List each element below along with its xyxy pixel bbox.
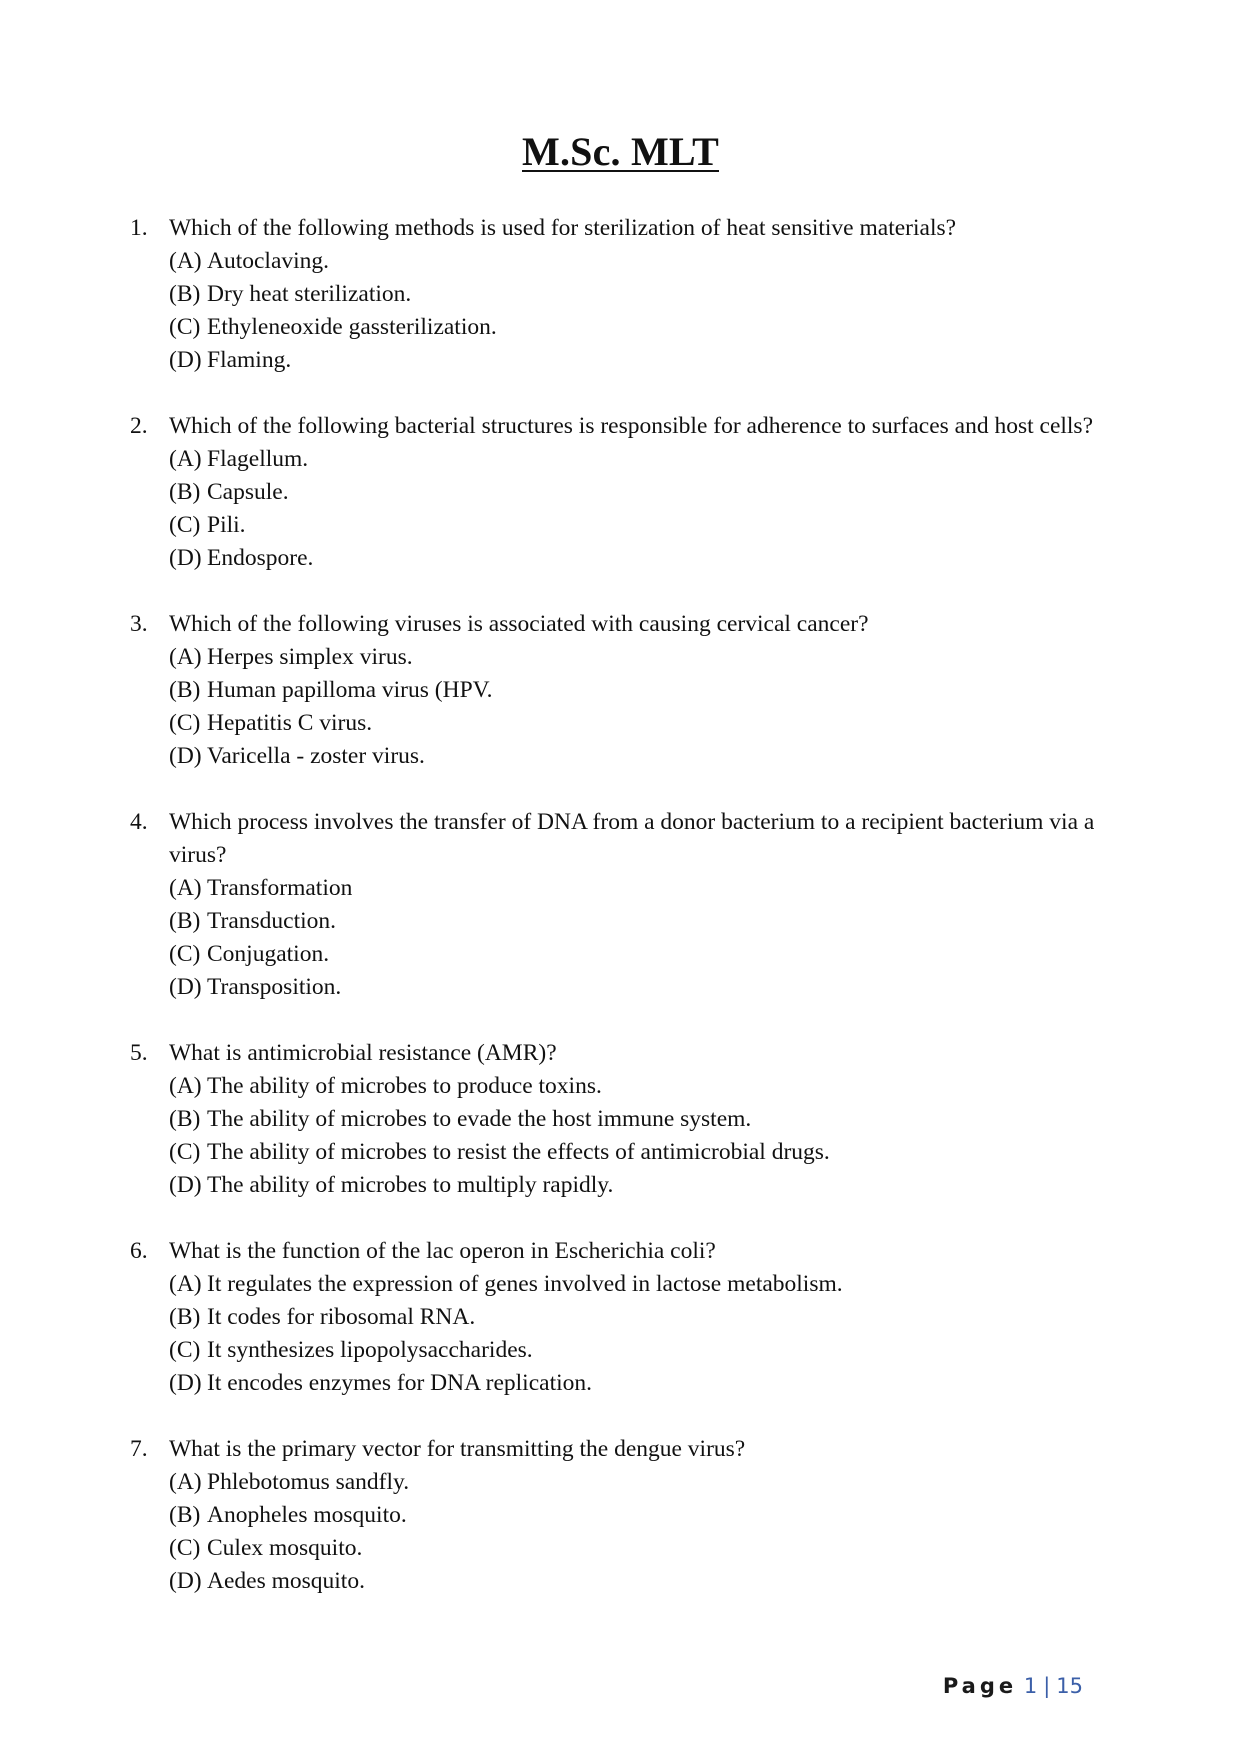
page-number: 1 xyxy=(1023,1674,1038,1698)
question-item xyxy=(130,806,1130,1004)
question-text: Which of the following viruses is associated with causing cervical cancer? xyxy=(169,611,869,637)
option-letter: (A) xyxy=(169,1073,202,1099)
question-row xyxy=(130,1037,1130,1070)
document-title: M.Sc. MLT xyxy=(522,129,719,174)
question-number: 5. xyxy=(130,1040,148,1066)
question-text: Which process involves the transfer of DNA from a donor bacterium to a recipient bacterium via a virus? xyxy=(169,809,1095,868)
question-item xyxy=(130,1433,1130,1598)
option-letter: (B) xyxy=(169,479,201,505)
option-text: The ability of microbes to multiply rapidly. xyxy=(207,1172,614,1198)
answer-option xyxy=(169,1268,1130,1301)
question-row xyxy=(130,410,1130,443)
option-list xyxy=(169,245,1130,377)
question-number: 6. xyxy=(130,1238,148,1264)
option-list xyxy=(169,872,1130,1004)
answer-option xyxy=(169,1169,1130,1202)
option-text: Human papilloma virus (HPV. xyxy=(207,677,493,703)
question-number: 2. xyxy=(130,413,148,439)
answer-option xyxy=(169,1334,1130,1367)
question-row xyxy=(130,1235,1130,1268)
option-text: The ability of microbes to produce toxins. xyxy=(207,1073,602,1099)
option-text: Phlebotomus sandfly. xyxy=(207,1469,410,1495)
option-text: Varicella - zoster virus. xyxy=(207,743,425,769)
answer-option xyxy=(169,278,1130,311)
option-list xyxy=(169,1268,1130,1400)
answer-option xyxy=(169,1301,1130,1334)
option-letter: (B) xyxy=(169,677,201,703)
answer-option xyxy=(169,641,1130,674)
option-list xyxy=(169,641,1130,773)
option-letter: (C) xyxy=(169,512,201,538)
option-letter: (D) xyxy=(169,545,202,571)
option-letter: (B) xyxy=(169,281,201,307)
question-text: What is the function of the lac operon in Escherichia coli? xyxy=(169,1238,716,1264)
answer-option xyxy=(169,1070,1130,1103)
option-letter: (B) xyxy=(169,1106,201,1132)
option-letter: (B) xyxy=(169,1502,201,1528)
answer-option xyxy=(169,1466,1130,1499)
option-letter: (B) xyxy=(169,908,201,934)
option-text: The ability of microbes to evade the host immune system. xyxy=(207,1106,752,1132)
option-letter: (C) xyxy=(169,314,201,340)
question-row xyxy=(130,1433,1130,1466)
answer-option xyxy=(169,443,1130,476)
answer-option xyxy=(169,905,1130,938)
answer-option xyxy=(169,1103,1130,1136)
option-letter: (D) xyxy=(169,347,202,373)
question-number: 3. xyxy=(130,611,148,637)
option-text: It synthesizes lipopolysaccharides. xyxy=(207,1337,533,1363)
option-letter: (A) xyxy=(169,446,202,472)
question-list xyxy=(130,212,1130,1631)
question-row xyxy=(130,806,1130,872)
option-letter: (D) xyxy=(169,1370,202,1396)
option-text: Transduction. xyxy=(207,908,337,934)
option-list xyxy=(169,1466,1130,1598)
answer-option xyxy=(169,344,1130,377)
option-text: Ethyleneoxide gassterilization. xyxy=(207,314,497,340)
question-item xyxy=(130,1235,1130,1400)
answer-option xyxy=(169,542,1130,575)
option-text: Hepatitis C virus. xyxy=(207,710,373,736)
total-pages: 15 xyxy=(1056,1674,1083,1698)
option-letter: (A) xyxy=(169,248,202,274)
option-text: Transposition. xyxy=(207,974,342,1000)
option-text: It codes for ribosomal RNA. xyxy=(207,1304,476,1330)
question-item xyxy=(130,410,1130,575)
question-item xyxy=(130,1037,1130,1202)
option-letter: (D) xyxy=(169,743,202,769)
option-text: Dry heat sterilization. xyxy=(207,281,412,307)
answer-option xyxy=(169,1565,1130,1598)
page-footer xyxy=(943,1672,1083,1700)
question-row xyxy=(130,212,1130,245)
option-letter: (B) xyxy=(169,1304,201,1330)
option-text: Pili. xyxy=(207,512,246,538)
page-separator: | xyxy=(1043,1674,1051,1698)
option-text: The ability of microbes to resist the effects of antimicrobial drugs. xyxy=(207,1139,830,1165)
question-number: 1. xyxy=(130,215,148,241)
option-letter: (D) xyxy=(169,974,202,1000)
answer-option xyxy=(169,971,1130,1004)
option-list xyxy=(169,443,1130,575)
question-text: What is antimicrobial resistance (AMR)? xyxy=(169,1040,557,1066)
question-item xyxy=(130,212,1130,377)
question-number: 4. xyxy=(130,809,148,835)
option-letter: (C) xyxy=(169,1337,201,1363)
answer-option xyxy=(169,245,1130,278)
option-letter: (A) xyxy=(169,644,202,670)
option-letter: (C) xyxy=(169,1139,201,1165)
answer-option xyxy=(169,707,1130,740)
option-list xyxy=(169,1070,1130,1202)
answer-option xyxy=(169,872,1130,905)
option-text: Herpes simplex virus. xyxy=(207,644,413,670)
option-letter: (C) xyxy=(169,710,201,736)
option-text: Capsule. xyxy=(207,479,289,505)
option-letter: (A) xyxy=(169,1469,202,1495)
question-item xyxy=(130,608,1130,773)
answer-option xyxy=(169,674,1130,707)
page-label: Page xyxy=(942,1674,1018,1698)
answer-option xyxy=(169,1499,1130,1532)
question-text: What is the primary vector for transmitting the dengue virus? xyxy=(169,1436,746,1462)
answer-option xyxy=(169,1532,1130,1565)
question-text: Which of the following bacterial structures is responsible for adherence to surfaces and host cells? xyxy=(169,413,1094,439)
answer-option xyxy=(169,1367,1130,1400)
option-text: Aedes mosquito. xyxy=(207,1568,365,1594)
option-letter: (A) xyxy=(169,1271,202,1297)
answer-option xyxy=(169,311,1130,344)
option-text: Conjugation. xyxy=(207,941,330,967)
option-text: Culex mosquito. xyxy=(207,1535,363,1561)
answer-option xyxy=(169,509,1130,542)
option-text: Transformation xyxy=(207,875,353,901)
answer-option xyxy=(169,740,1130,773)
option-text: It regulates the expression of genes involved in lactose metabolism. xyxy=(207,1271,843,1297)
option-letter: (D) xyxy=(169,1568,202,1594)
option-text: Endospore. xyxy=(207,545,314,571)
option-letter: (C) xyxy=(169,1535,201,1561)
option-letter: (D) xyxy=(169,1172,202,1198)
option-letter: (A) xyxy=(169,875,202,901)
answer-option xyxy=(169,476,1130,509)
answer-option xyxy=(169,1136,1130,1169)
option-text: Autoclaving. xyxy=(207,248,330,274)
answer-option xyxy=(169,938,1130,971)
option-text: Flaming. xyxy=(207,347,292,373)
option-text: It encodes enzymes for DNA replication. xyxy=(207,1370,593,1396)
question-number: 7. xyxy=(130,1436,148,1462)
option-text: Anopheles mosquito. xyxy=(207,1502,407,1528)
option-letter: (C) xyxy=(169,941,201,967)
question-row xyxy=(130,608,1130,641)
question-text: Which of the following methods is used for sterilization of heat sensitive materials? xyxy=(169,215,957,241)
option-text: Flagellum. xyxy=(207,446,309,472)
